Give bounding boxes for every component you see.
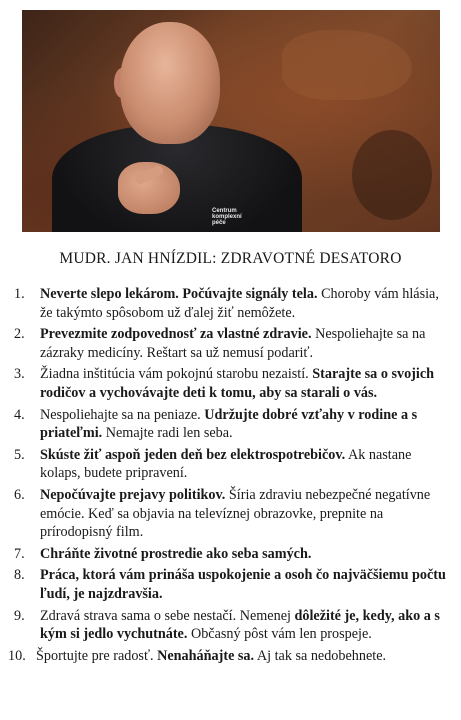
rule-text: Ak nastane kolaps, budete pripravení. (40, 446, 412, 482)
rule-item (14, 285, 454, 322)
rule-text: Choroby vám hlásia, že takýmto spôsobom už ďalej žiť nemôžete. (40, 286, 439, 321)
rule-emphasis: Udržujte dobré vzťahy v rodine a s priateľmi. (40, 406, 418, 442)
rule-text: Zdravá strava sama o sebe nestačí. Nemenej (40, 607, 295, 624)
rule-emphasis: Starajte sa o svojich rodičov a vychovávajte deti k tomu, aby sa starali o vás. (40, 366, 435, 401)
portrait-photo (22, 10, 440, 232)
rule-item (14, 486, 454, 542)
rule-number: 1. (14, 286, 25, 302)
rule-emphasis: Práca, ktorá vám prináša uspokojenie a osoh čo najväčšiemu počtu ľudí, je najzdravšia. (40, 567, 446, 602)
rule-item (14, 566, 454, 603)
rule-text: Športujte pre radosť. (36, 647, 158, 664)
shirt-logo: Centrum komplexní péče (212, 208, 242, 226)
rule-number: 3. (14, 366, 25, 383)
rule-item (14, 545, 454, 564)
rule-emphasis: Skúste žiť aspoň jeden deň bez elektrospotrebičov. (40, 446, 346, 463)
rule-item (14, 325, 454, 362)
rule-text: Aj tak sa nedobehnete. (254, 647, 387, 664)
rule-number: 5. (14, 446, 25, 463)
page-title: MUDR. JAN HNÍZDIL: ZDRAVOTNÉ DESATORO (59, 250, 402, 267)
rule-item (14, 446, 454, 483)
rule-emphasis: Neverte slepo lekárom. Počúvajte signály tela. (40, 286, 318, 302)
rule-number: 8. (14, 567, 25, 584)
rule-item (14, 406, 454, 443)
rule-item (14, 607, 454, 644)
rule-item (8, 647, 454, 666)
rule-number: 9. (14, 607, 25, 624)
rule-text: Šíria zdraviu nebezpečné negatívne emócie. Keď sa objavia na televíznej obrazovke, prepnite na prírodopisný film. (40, 486, 431, 541)
rule-number: 6. (14, 486, 25, 503)
rule-text: Občasný pôst vám len prospeje. (187, 626, 372, 643)
rule-number: 4. (14, 406, 25, 423)
rule-emphasis: dôležité je, kedy, ako a s kým si jedlo vychutnáte. (40, 607, 440, 643)
rules-list (8, 285, 454, 668)
rule-text: Nespoliehajte sa na zázraky medicíny. Reštart sa už nemusí podariť. (40, 326, 426, 361)
rule-emphasis: Nenaháňajte sa. (157, 647, 255, 664)
person-head (120, 22, 220, 144)
rule-text: Žiadna inštitúcia vám pokojnú starobu nezaistí. (40, 366, 313, 383)
rule-number: 10. (8, 647, 26, 664)
rule-item (14, 365, 454, 402)
rule-text: Nemajte radi len seba. (102, 425, 233, 442)
rule-number: 2. (14, 326, 25, 343)
rule-number: 7. (14, 545, 25, 562)
rule-emphasis: Nepočúvajte prejavy politikov. (40, 486, 226, 503)
rule-emphasis: Prevezmite zodpovednosť za vlastné zdravie. (40, 326, 312, 343)
rule-emphasis: Chráňte životné prostredie ako seba samých. (40, 545, 312, 562)
rule-text: Nespoliehajte sa na peniaze. (40, 406, 205, 423)
